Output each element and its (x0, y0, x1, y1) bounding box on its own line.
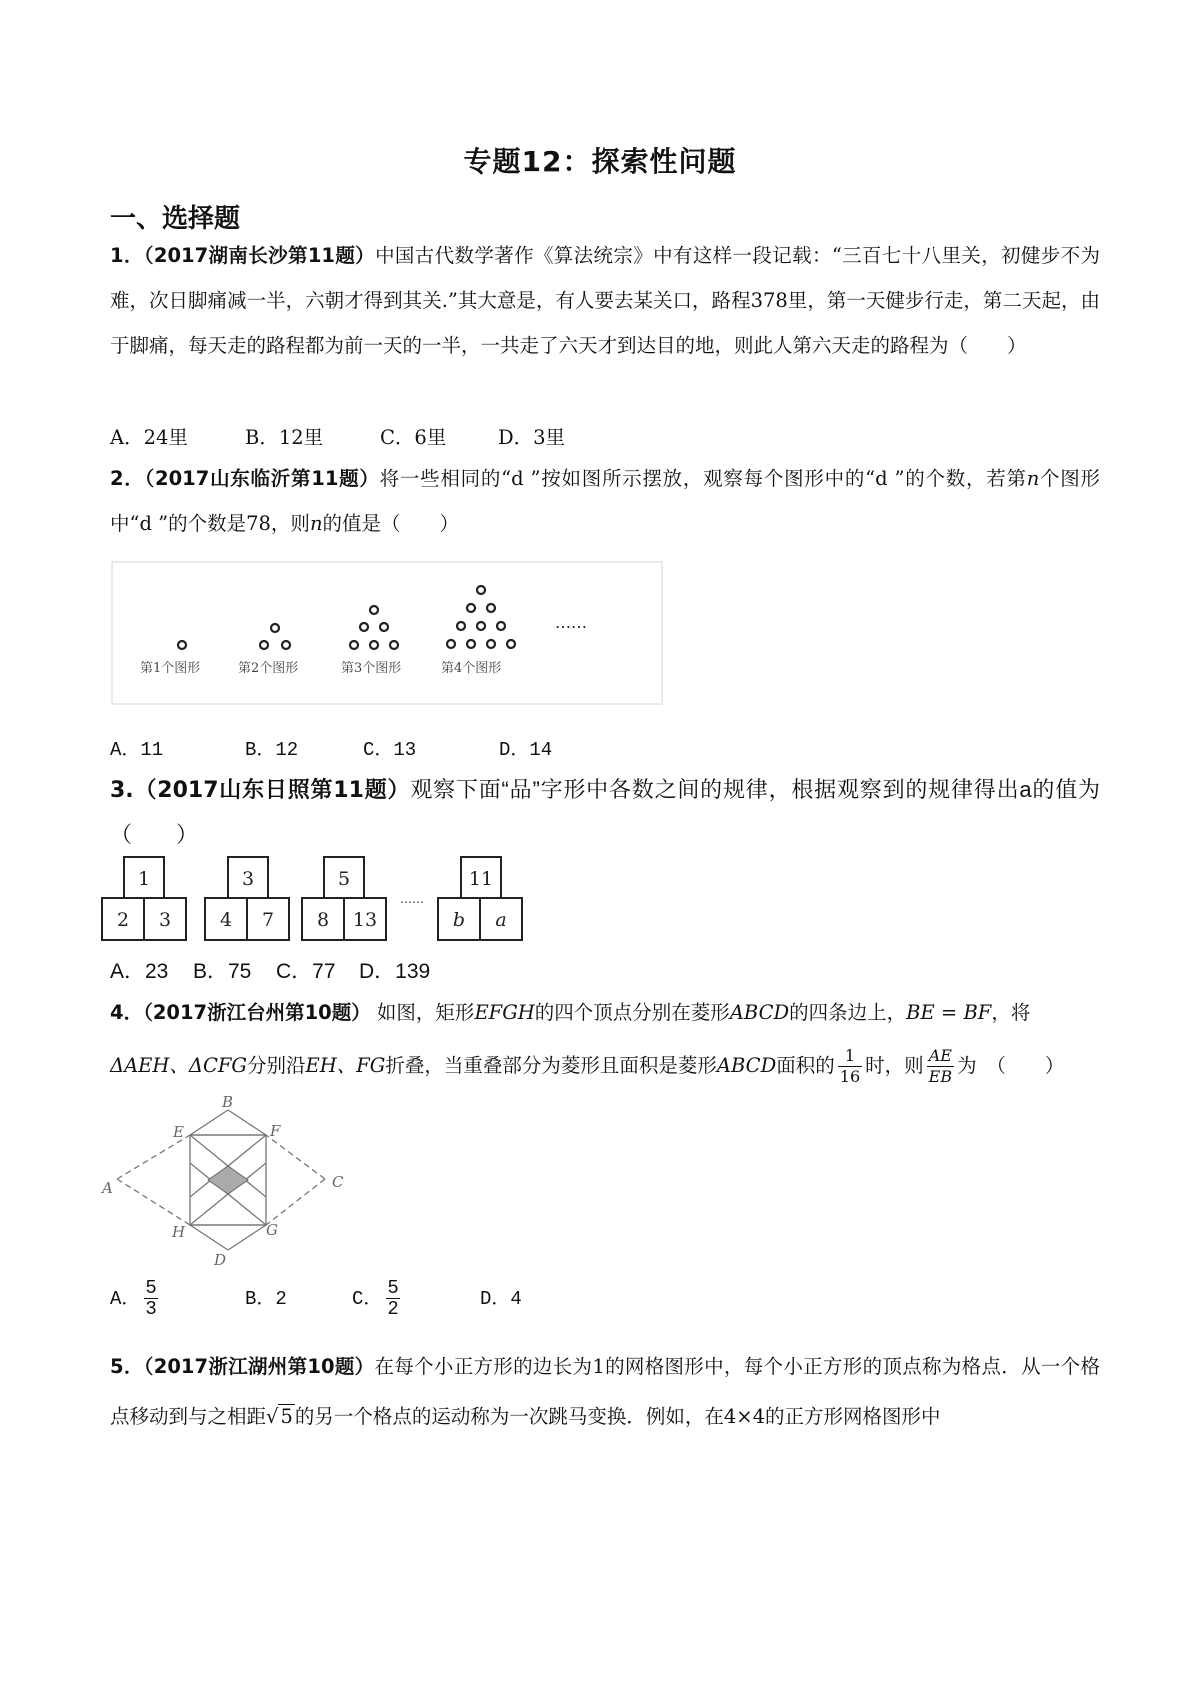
q3-option-b: B．75 (193, 960, 252, 983)
g1-right: 3 (158, 909, 172, 931)
g3-left: 8 (316, 909, 330, 931)
g1-left: 2 (116, 909, 130, 931)
question-1-source: 1．（2017湖南长沙第11题） (110, 244, 376, 267)
circle-pattern (178, 586, 515, 649)
rect-name: EFGH (474, 1001, 535, 1024)
q4-text: 如图，矩形 (370, 1001, 475, 1024)
q4-text: 为 （ ） (957, 1054, 1065, 1077)
q4-option-d: D．4 (480, 1287, 522, 1310)
question-1-options (110, 422, 565, 450)
g3-right: 13 (352, 909, 378, 931)
g2-right: 7 (261, 909, 275, 931)
question-2-source: 2．（2017山东临沂第11题） (110, 467, 380, 490)
q2-option-a: A．11 (110, 739, 164, 761)
fraction (838, 1046, 862, 1087)
question-2 (110, 456, 1100, 546)
q5-text: 的另一个格点的运动称为一次跳马变换．例如，在 (294, 1405, 724, 1428)
variable-n: n (309, 512, 323, 535)
q1-option-b: B．12里 (245, 426, 324, 449)
ratio-denominator: EB (928, 1067, 953, 1086)
fraction-denominator: 3 (145, 1298, 157, 1320)
q4-option-a-label: A． (110, 1287, 141, 1310)
question-5 (110, 1342, 1100, 1442)
q4-text: 时，则 (865, 1054, 924, 1077)
label-d: D (214, 1251, 227, 1269)
question-4-figure (100, 1095, 370, 1270)
g4-top: 11 (468, 868, 494, 890)
q4-option-c (352, 1278, 480, 1319)
sqrt-radicand: 5 (280, 1405, 293, 1428)
q4-text: 折叠，当重叠部分为菱形且面积是菱形 (385, 1054, 717, 1077)
fold-lines: EH、FG (305, 1054, 386, 1077)
question-2-text-b: 个图形中“d ”的个数是78，则 (110, 467, 1100, 535)
question-2-text-c: 的值是（ ） (322, 512, 460, 535)
label-g: G (266, 1221, 278, 1239)
q5-text: 的正方形网格图形中 (765, 1405, 941, 1428)
figure-label-2: 第2个图形 (238, 661, 299, 676)
q4-text: 的四条边上， (789, 1001, 907, 1024)
g2-top: 3 (241, 868, 255, 890)
label-b: B (222, 1095, 234, 1111)
q2-option-c: C．13 (363, 739, 417, 761)
g4-left: b (452, 909, 466, 931)
figure-ellipsis: …… (400, 892, 424, 906)
question-3-figure (100, 855, 530, 945)
g3-top: 5 (337, 868, 351, 890)
q4-text: 的四个顶点分别在菱形 (534, 1001, 730, 1024)
page-title: 专题12：探索性问题 (463, 145, 737, 178)
rhombus-name: ABCD (729, 1001, 790, 1024)
figure-label-4: 第4个图形 (441, 661, 502, 676)
overlap-rhombus (208, 1166, 248, 1194)
q2-option-d: D．14 (499, 739, 553, 761)
sqrt-expression: √ 5 (266, 1405, 293, 1428)
q1-option-a: A．24里 (110, 426, 188, 449)
figure-label-1: 第1个图形 (140, 661, 201, 676)
q4-text: 面积的 (776, 1054, 835, 1077)
label-h: H (172, 1223, 186, 1241)
q2-option-b: B．12 (245, 739, 299, 761)
fraction-numerator: 1 (838, 1046, 862, 1067)
ratio (927, 1046, 954, 1087)
fraction-numerator: 5 (387, 1277, 399, 1299)
variable-n: n (1026, 467, 1040, 490)
question-4-source: 4．（2017浙江台州第10题） (110, 1001, 371, 1024)
equation: BE = BF (906, 1001, 992, 1024)
q1-option-d: D．3里 (498, 426, 566, 449)
g4-right: a (495, 909, 507, 931)
q4-text: ，将 (991, 1001, 1031, 1024)
label-c: C (332, 1173, 344, 1191)
g2-left: 4 (219, 909, 233, 931)
question-2-figure (110, 560, 670, 710)
question-4 (110, 990, 1100, 1035)
fraction-denominator: 2 (387, 1298, 399, 1320)
figure-label-3: 第3个图形 (341, 661, 402, 676)
q1-option-c: C．6里 (380, 426, 447, 449)
q4-option-a (110, 1278, 245, 1319)
question-4-options (110, 1278, 522, 1319)
fraction (143, 1278, 158, 1319)
triangles: ΔAEH、ΔCFG (110, 1054, 248, 1077)
rhombus-name: ABCD (716, 1054, 777, 1077)
question-4-line-2 (110, 1042, 1100, 1090)
q4-text: 分别沿 (247, 1054, 306, 1077)
fraction-numerator: 5 (145, 1277, 157, 1299)
figure-ellipsis: …… (555, 613, 587, 632)
label-a: A (102, 1179, 113, 1197)
q3-option-a: A．23 (110, 960, 169, 983)
grid-size: 4×4 (723, 1405, 766, 1428)
fraction-denominator: 16 (839, 1067, 861, 1086)
q5-text: 在每个小正方形的边长为1的网格图形中，每个小正方形的顶点称为格点．从一个格点移动到与之相距 (110, 1355, 1100, 1428)
q3-option-c: C．77 (276, 960, 336, 983)
question-3-source: 3.（2017山东日照第11题） (110, 778, 411, 803)
ratio-numerator: AE (927, 1046, 954, 1067)
question-1 (110, 233, 1100, 368)
q3-option-d: D．139 (359, 960, 431, 983)
q4-option-c-label: C． (352, 1287, 383, 1310)
q4-option-b: B．2 (245, 1287, 287, 1310)
label-e: E (173, 1123, 184, 1141)
question-3-text: 观察下面“品”字形中各数之间的规律，根据观察到的规律得出a的值为（ ） (110, 777, 1100, 847)
question-2-text-a: 将一些相同的“d ”按如图所示摆放，观察每个图形中的“d ”的个数，若第 (379, 467, 1027, 490)
question-3 (110, 768, 1100, 857)
question-5-source: 5．（2017浙江湖州第10题） (110, 1355, 375, 1378)
fraction (385, 1278, 400, 1319)
label-f: F (270, 1122, 281, 1140)
g1-top: 1 (137, 868, 151, 890)
question-3-options (110, 955, 430, 985)
question-1-text: 中国古代数学著作《算法统宗》中有这样一段记载：“三百七十八里关，初健步不为难，次日脚痛减一半，六朝才得到其关.”其大意是，有人要去某关口，路程378里，第一天健步行走，第二天起，由于脚痛，每天走的路程都为前一天的一半，一共走了六天才到达目的地，则此人第六天走的路程为（ ） (110, 244, 1100, 357)
section-heading: 一、选择题 (110, 204, 241, 234)
question-2-options (110, 734, 552, 761)
